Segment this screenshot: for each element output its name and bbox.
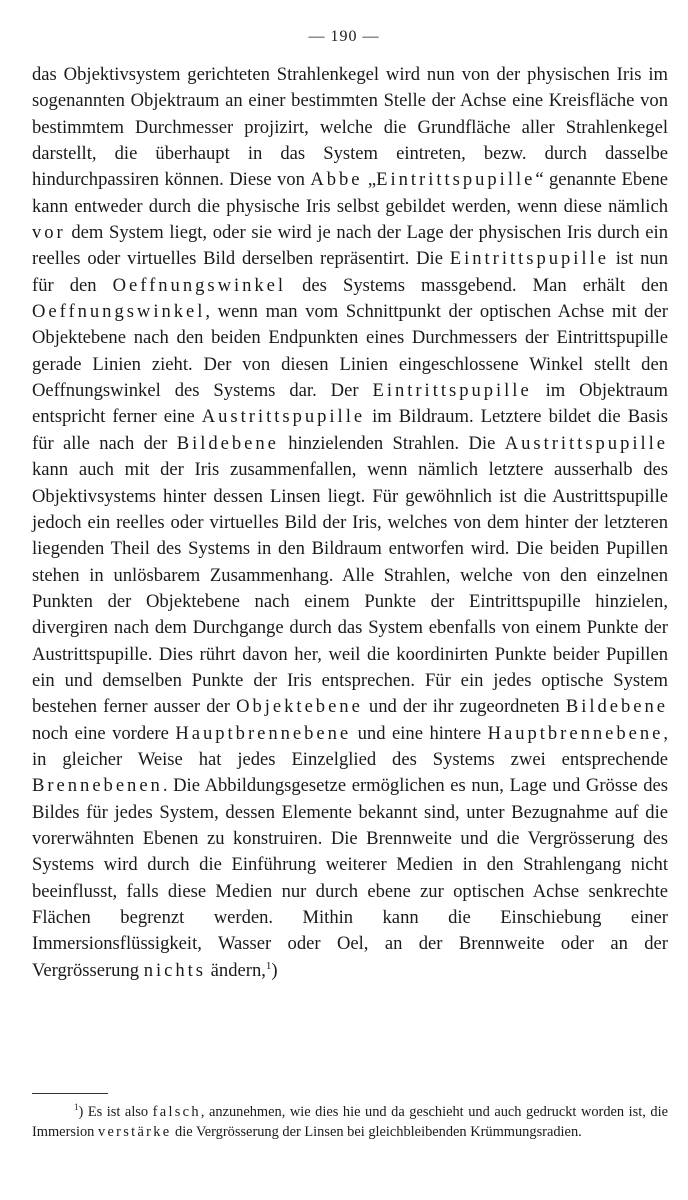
text-run: und eine hintere (351, 722, 488, 744)
spaced-term-vor: vor (32, 222, 66, 244)
spaced-term-nichts: nichts (143, 959, 206, 981)
text-run: des Systems massgebend. Man erhält den (286, 274, 668, 296)
text-run: dem System liegt, oder sie wird je nach der Lage der physischen Iris durch ein reelles oder virtuelles Bild derselben repräsentirt. Die (32, 222, 668, 270)
text-run: , wenn man vom Schnittpunkt der optischen Achse mit der Objektebene nach den beiden Endpunkten eines Durchmessers der Eintrittspupille gerade Linien zieht. Der von diesen Linien eingeschlossene Winkel stellt den Oeffnungswinkel des Systems dar. Der (32, 301, 668, 402)
spaced-term-brennebenen: Brennebenen (32, 775, 163, 797)
spaced-term-abbe: Abbe (310, 169, 363, 191)
spaced-term-oeffnungswinkel: Oeffnungswinkel (32, 301, 206, 323)
text-run: kann auch mit der Iris zusammenfallen, wenn nämlich letztere ausserhalb des Objektivsystems hinter dessen Linsen liegt. Für gewöhnlich ist die Austrittspupille jedoch ein reelles oder virtuelles Bild der Iris, welches von dem hinter der letzteren liegenden Theil des Systems in den Bildraum entworfen wird. Die beiden Pupillen stehen in unlösbarem Zusammenhang. Alle Strahlen, welche von den einzelnen Punkten der Objektebene nach einem Punkte der Eintrittspupille hinzielen, divergiren nach dem Durchgange durch das System ebenfalls von einem Punkte der Austrittspupille. Dies rührt davon her, weil die koordinirten Punkte beider Pupillen ein und demselben Punkte der Iris entsprechen. Für ein jedes optische System bestehen ferner ausser der (32, 459, 668, 718)
spaced-term-verstaerke: verstärke (97, 1124, 172, 1140)
text-run: noch eine vordere (32, 722, 176, 744)
text-run: die Vergrösserung der Linsen bei gleichbleibenden Krümmungsradien. (171, 1124, 582, 1140)
text-run: „ (362, 169, 377, 191)
page-number: — 190 — (308, 28, 380, 45)
text-run: das Objektivsystem gerichteten Strahlenkegel wird nun von der physischen Iris im sogenannten Objektraum an einer bestimmten Stelle der Achse eine Kreisfläche von bestimmtem Durchmesser projizirt, welche die Grundfläche aller Strahlenkegel darstellt, die überhaupt in das System eintreten, bezw. durch dasselbe hindurchpassiren können. Diese von (32, 64, 668, 191)
spaced-term-eintrittspupille: Eintrittspupille (372, 380, 532, 402)
spaced-term-austrittspupille: Austrittspupille (201, 406, 366, 428)
text-run: , in gleicher Weise hat jedes Einzelglied des Systems zwei entsprechende (32, 722, 669, 770)
text-run: ist nun für den (32, 248, 668, 296)
body-paragraph (32, 62, 668, 984)
spaced-term-falsch: falsch (152, 1104, 201, 1120)
text-run: “ genannte Ebene kann entweder durch die physische Iris selbst gebildet werden, wenn diese nämlich (32, 169, 668, 217)
text-run: ) (271, 959, 278, 981)
text-run: , anzunehmen, wie dies hie und da geschieht und auch gedruckt worden ist, die Immersion (32, 1104, 668, 1140)
footnote-number: 1 (74, 1102, 79, 1113)
text-run: . Die Abbildungsgesetze ermöglichen es nun, Lage und Grösse des Bildes für jedes System, dessen Elemente bekannt sind, unter Bezugnahme auf die vorerwähnten Ebenen zu konstruiren. Die Brennweite und die Vergrösserung des Systems wird durch die Einführung weiterer Medien in den Strahlengang nicht beeinflusst, falls diese Medien nur durch ebene zur optischen Achse senkrechte Flächen begrenzt werden. Mithin kann die Einschiebung einer Immersionsflüssigkeit, Wasser oder Oel, an der Brennweite oder an der Vergrösserung (32, 775, 668, 981)
spaced-term-eintrittspupille: Eintrittspupille (449, 248, 609, 270)
text-run: ) Es ist also (78, 1104, 153, 1120)
text-run: hinzielenden Strahlen. Die (278, 432, 505, 454)
spaced-term-bildebene: Bildebene (176, 432, 279, 454)
text-run: im Bildraum. Letztere bildet die Basis für alle nach der (32, 406, 668, 454)
text-run: im Objektraum entspricht ferner eine (32, 380, 668, 428)
spaced-term-bildebene: Bildebene (565, 696, 668, 718)
spaced-term-oeffnungswinkel: Oeffnungswinkel (112, 274, 287, 296)
spaced-term-eintrittspupille: Eintrittspupille (376, 169, 536, 191)
footnote-reference[interactable]: 1 (265, 959, 272, 972)
text-run: und der ihr zugeordneten (362, 696, 566, 718)
spaced-term-hauptbrennebene: Hauptbrennebene (175, 722, 352, 744)
footnote (32, 1102, 668, 1142)
spaced-term-objektebene: Objektebene (236, 696, 363, 718)
spaced-term-austrittspupille: Austrittspupille (504, 432, 669, 454)
spaced-term-hauptbrennebene: Hauptbrennebene (487, 722, 664, 744)
text-run: ändern, (206, 959, 266, 981)
footnote-divider (32, 1093, 108, 1094)
